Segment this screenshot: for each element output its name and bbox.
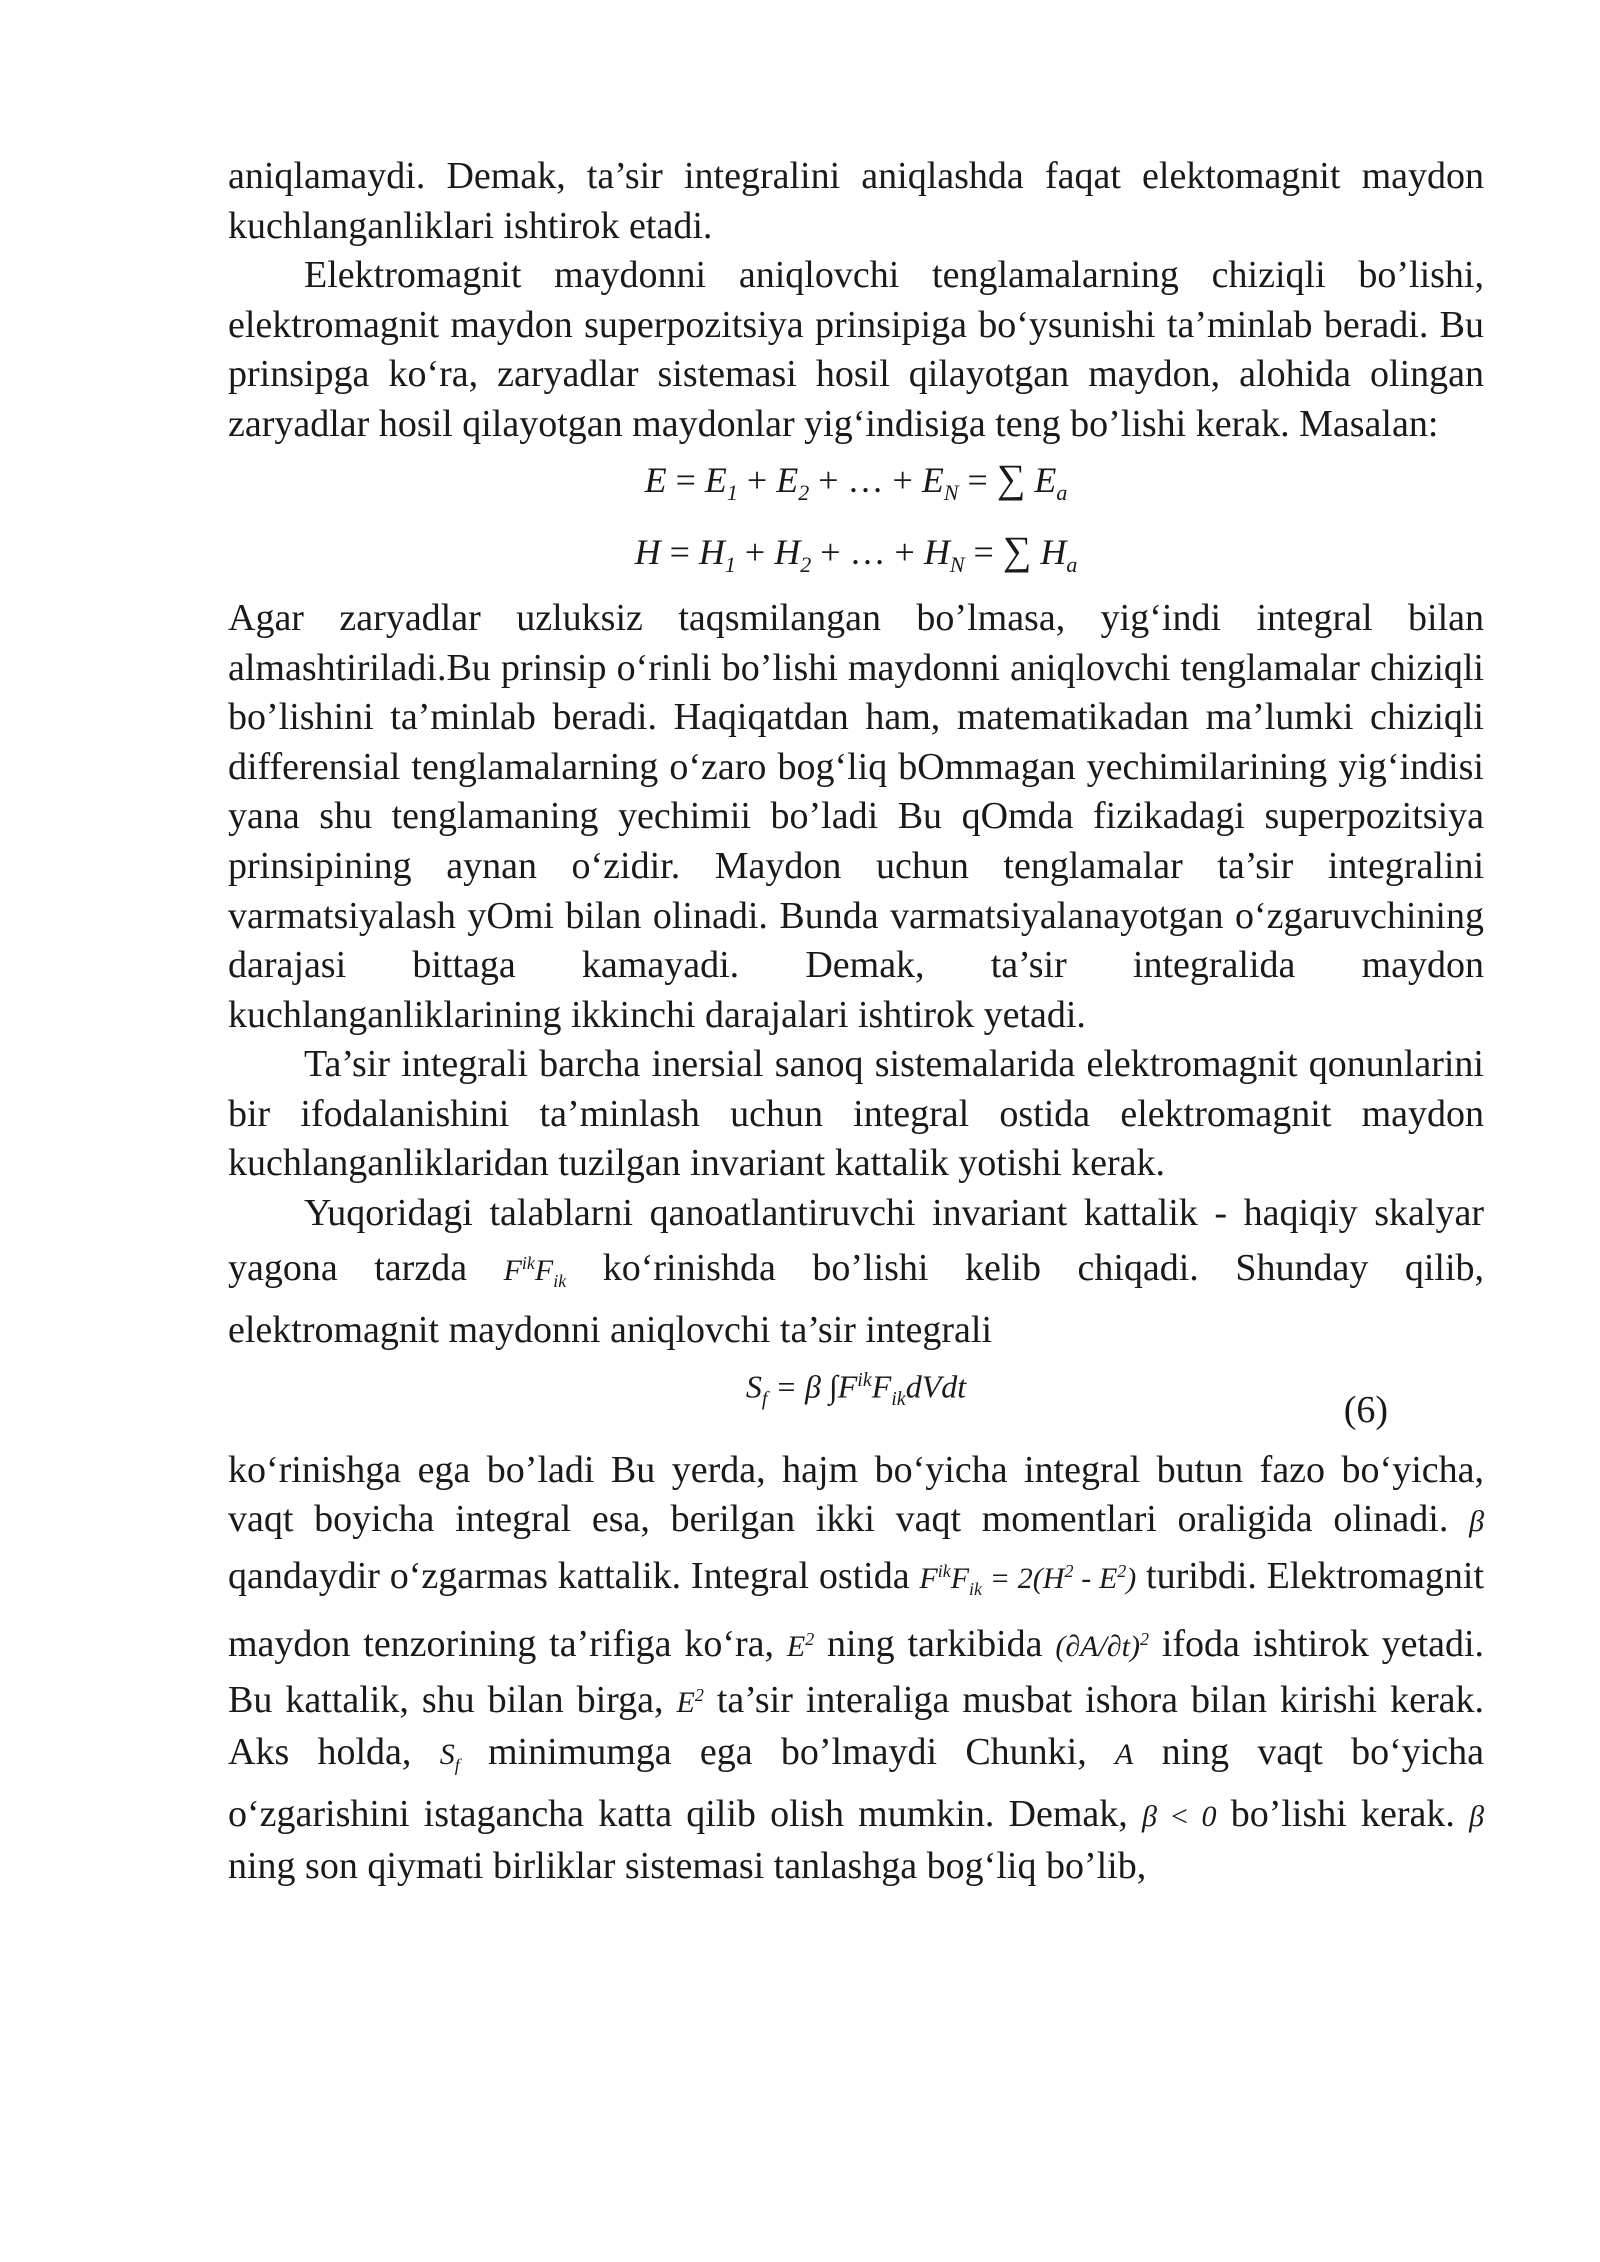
paragraph-2: Elektromagnit maydonni aniqlovchi tenglamalarning chiziqli bo’lishi, elektromagnit maydon superpozitsiya prinsipiga bo‘ysunishi ta’minlab beradi. Bu prinsipga ko‘ra, zaryadlar sistemasi hosil qilayotgan maydon, alohida olingan zaryadlar hosil qilayotgan maydonlar yig‘indisiga teng bo’lishi kerak. Masalan: <box>228 254 1484 445</box>
inline-fik: $F^{ik}F_{ik}$ <box>503 1252 567 1291</box>
equation-e-superposition: $E = E_1 + E_2$ + … + $E_N$ = ∑ $E_a$ <box>644 455 1068 505</box>
inline-fik-expression: $F^{ik}F_{ik} = 2(H^2 - E^2)$ <box>919 1561 1137 1600</box>
inline-a: A <box>1115 1737 1134 1771</box>
inline-e-squared: $E^2$ <box>786 1628 815 1663</box>
sum-icon: ∑ <box>996 455 1026 501</box>
body-text <box>228 152 1484 1892</box>
inline-sf: $S_f$ <box>439 1737 460 1775</box>
inline-beta-less-zero: β < 0 <box>1141 1800 1217 1834</box>
sum-icon: ∑ <box>1002 527 1032 573</box>
inline-da-dt: $(\partial A/\partial t)^2$ <box>1055 1628 1149 1663</box>
paragraph-5: Yuqoridagi talablarni qanoatlantiruvchi invariant kattalik - haqiqiy skalyar yagona tarzda $F^{ik}F_{ik}$ ko‘rinishda bo’lishi kelib chiqadi. Shunday qilib, elektromagnit maydonni aniqlovchi ta’sir integrali <box>228 1192 1485 1352</box>
equation-6 <box>228 1356 1484 1446</box>
paragraph-6: ko‘rinishga ega bo’ladi Bu yerda, hajm bo‘yicha integral butun fazo bo‘yicha, vaqt boyicha integral esa, berilgan ikki vaqt momentlari oraligida olinadi. β qandaydir o‘zgarmas kattalik. Integral ostida $F^{ik}F_{ik} = 2(H^2 - E^2)$ turibdi. Elektromagnit maydon tenzorining ta’rifiga ko‘ra, $E^2$ ning tarkibida $(\partial A/\partial t)^2$ ifoda ishtirok yetadi. Bu kattalik, shu bilan birga, $E^2$ ta’sir interaliga musbat ishora bilan kirishi kerak. Aks holda, $S_f$ minimumga ega bo’lmaydi Chunki, A ning vaqt bo‘yicha o‘zgarishini istagancha katta qilib olish mumkin. Demak, β < 0 bo’lishi kerak. β ning son qiymati birliklar sistemasi tanlashga bog‘liq bo’lib, <box>228 1448 1485 1887</box>
paragraph-4: Ta’sir integrali barcha inersial sanoq sistemalarida elektromagnit qonunlarini bir ifodalanishini ta’minlash uchun integral ostida elektromagnit maydon kuchlanganliklaridan tuzilgan invariant kattalik yotishi kerak. <box>228 1043 1484 1185</box>
paragraph-3: Agar zaryadlar uzluksiz taqsmilangan bo’lmasa, yig‘indi integral bilan almashtiriladi.Bu prinsip o‘rinli bo’lishi maydonni aniqlovchi tenglamalar chiziqli bo’lishini ta’minlab beradi. Haqiqatdan ham, matematikadan ma’lumki chiziqli differensial tenglamalarning o‘zaro bog‘liq bOmmagan yechimilarining yig‘indisi yana shu tenglamaning yechimii bo’ladi Bu qOmda fizikadagi superpozitsiya prinsipining aynan o‘zidir. Maydon uchun tenglamalar ta’sir integralini varmatsiyalash yOmi bilan olinadi. Bunda varmatsiyalanayotgan o‘zgaruvchining darajasi bittaga kamayadi. Demak, ta’sir integralida maydon kuchlanganliklarining ikkinchi darajalari ishtirok yetadi. <box>228 596 1484 1036</box>
equation-h-superposition: $H = H_1 + H_2$ + … + $H_N$ = ∑ $H_a$ <box>634 527 1078 577</box>
equation-6-body: $S_f = \beta$ $\int F^{ik}F_{ik}dVdt$ <box>745 1368 967 1410</box>
inline-beta-2: β <box>1469 1800 1485 1834</box>
equation-number: (6) <box>1343 1388 1388 1431</box>
paragraph-1: aniqlamaydi. Demak, ta’sir integralini aniqlashda faqat elektomagnit maydon kuchlanganliklari ishtirok etadi. <box>228 155 1484 247</box>
inline-e-squared-2: $E^2$ <box>676 1685 704 1720</box>
inline-beta: β <box>1469 1505 1485 1539</box>
